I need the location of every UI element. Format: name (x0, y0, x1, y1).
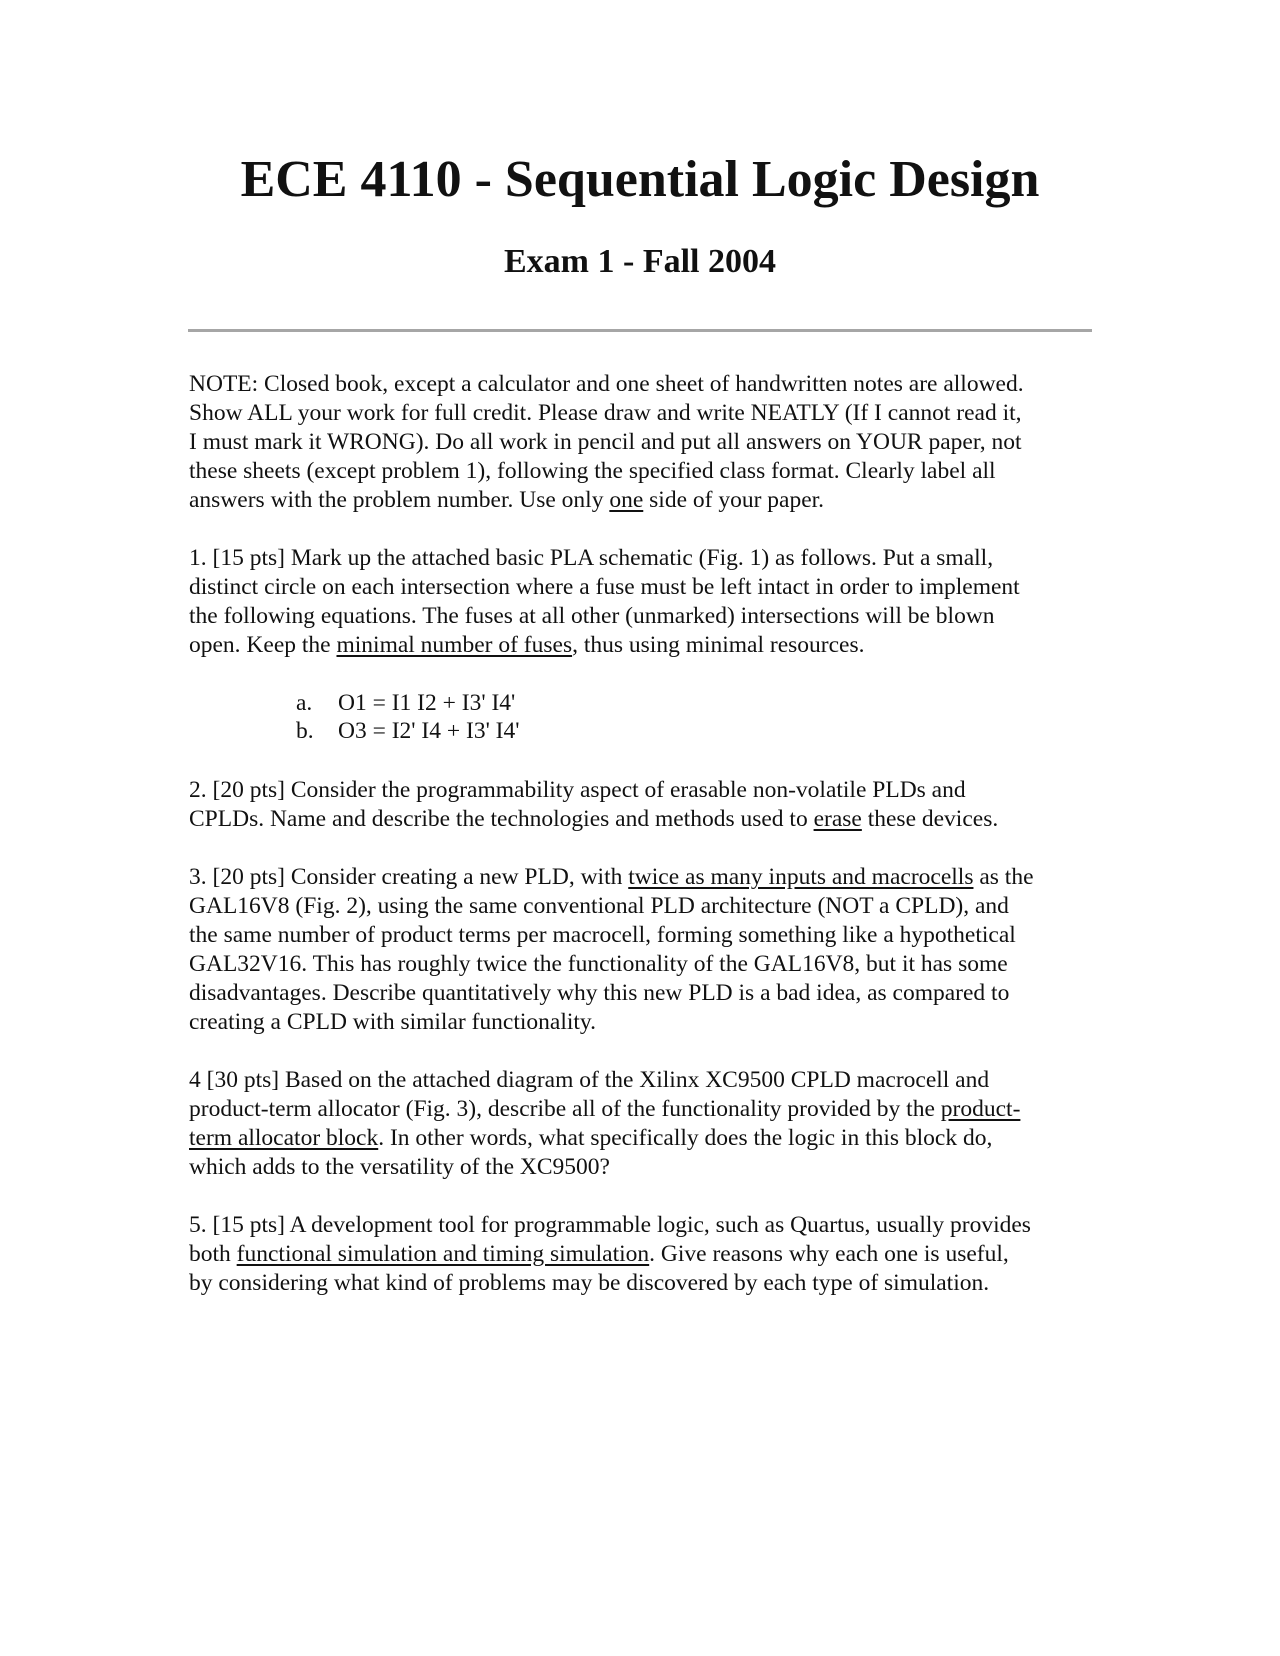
q3-line-1 (189, 863, 1099, 892)
equation-text: O1 = I1 I2 + I3' I4' (338, 690, 516, 716)
q1-line-2: distinct circle on each intersection where a fuse must be left intact in order to implement (189, 574, 1020, 600)
page-title: ECE 4110 - Sequential Logic Design (240, 151, 1040, 208)
q4-line-2 (189, 1095, 1099, 1124)
horizontal-divider (188, 329, 1092, 332)
q1-line-3: the following equations. The fuses at all other (unmarked) intersections will be blown (189, 603, 995, 629)
q5-emphasis-simulation: functional simulation and timing simulation (236, 1241, 650, 1267)
q2-line-2-start: CPLDs. Name and describe the technologies and methods used to (189, 806, 814, 832)
q1-emphasis-minimal-fuses: minimal number of fuses (336, 632, 573, 658)
note-line-3: I must mark it WRONG). Do all work in pencil and put all answers on YOUR paper, not (189, 429, 1022, 455)
equation-item-b (296, 717, 896, 745)
q1-equation-list (296, 689, 896, 745)
q3-line-1-start: 3. [20 pts] Consider creating a new PLD, with (189, 864, 629, 890)
q4-emphasis-term-allocator: term allocator block (189, 1125, 379, 1151)
q5-line-2-end: . Give reasons why each one is useful, (649, 1241, 1009, 1267)
q3-line-3: the same number of product terms per macrocell, forming something like a hypothetical (189, 922, 1016, 948)
q1-line-1: 1. [15 pts] Mark up the attached basic PLA schematic (Fig. 1) as follows. Put a small, (189, 545, 994, 571)
q5-line-2 (189, 1240, 1099, 1269)
question-3 (189, 863, 1099, 1037)
note-line-5 (189, 486, 1099, 515)
note-paragraph (189, 370, 1099, 515)
note-line-5-start: answers with the problem number. Use only (189, 487, 610, 513)
q3-emphasis-twice-inputs: twice as many inputs and macrocells (628, 864, 974, 890)
q4-line-4: which adds to the versatility of the XC9500? (189, 1154, 610, 1180)
q4-line-2-start: product-term allocator (Fig. 3), describe all of the functionality provided by the (189, 1096, 941, 1122)
note-line-5-end: side of your paper. (643, 487, 825, 513)
q5-line-1: 5. [15 pts] A development tool for programmable logic, such as Quartus, usually provides (189, 1212, 1031, 1238)
question-2 (189, 776, 1099, 834)
note-line-1: NOTE: Closed book, except a calculator and one sheet of handwritten notes are allowed. (189, 371, 1024, 397)
q3-line-6: creating a CPLD with similar functionality. (189, 1009, 597, 1035)
q2-line-1: 2. [20 pts] Consider the programmability aspect of erasable non-volatile PLDs and (189, 777, 966, 803)
q3-line-4: GAL32V16. This has roughly twice the functionality of the GAL16V8, but it has some (189, 951, 1008, 977)
q5-line-3: by considering what kind of problems may be discovered by each type of simulation. (189, 1270, 990, 1296)
q3-line-1-end: as the (973, 864, 1034, 890)
note-line-4: these sheets (except problem 1), following the specified class format. Clearly label all (189, 458, 996, 484)
question-5 (189, 1211, 1099, 1298)
equation-letter: b. (296, 718, 314, 744)
question-4 (189, 1066, 1099, 1182)
equation-text: O3 = I2' I4 + I3' I4' (338, 718, 520, 744)
q5-line-2-start: both (189, 1241, 237, 1267)
equation-letter: a. (296, 690, 313, 716)
q4-emphasis-product: product- (940, 1096, 1021, 1122)
q4-line-3 (189, 1124, 1099, 1153)
q4-line-3-end: . In other words, what specifically does the logic in this block do, (378, 1125, 993, 1151)
note-line-2: Show ALL your work for full credit. Please draw and write NEATLY (If I cannot read it, (189, 400, 1022, 426)
question-1 (189, 544, 1099, 660)
q2-line-2 (189, 805, 1099, 834)
note-emphasis-one: one (609, 487, 644, 513)
q1-line-4 (189, 631, 1099, 660)
q2-emphasis-erase: erase (813, 806, 862, 832)
equation-item-a (296, 689, 896, 717)
q3-line-5: disadvantages. Describe quantitatively why this new PLD is a bad idea, as compared to (189, 980, 1010, 1006)
q3-line-2: GAL16V8 (Fig. 2), using the same conventional PLD architecture (NOT a CPLD), and (189, 893, 1009, 919)
page-subtitle: Exam 1 - Fall 2004 (504, 243, 776, 280)
q1-line-4-start: open. Keep the (189, 632, 337, 658)
q4-line-1: 4 [30 pts] Based on the attached diagram of the Xilinx XC9500 CPLD macrocell and (189, 1067, 990, 1093)
q1-line-4-end: , thus using minimal resources. (572, 632, 865, 658)
q2-line-2-end: these devices. (861, 806, 999, 832)
